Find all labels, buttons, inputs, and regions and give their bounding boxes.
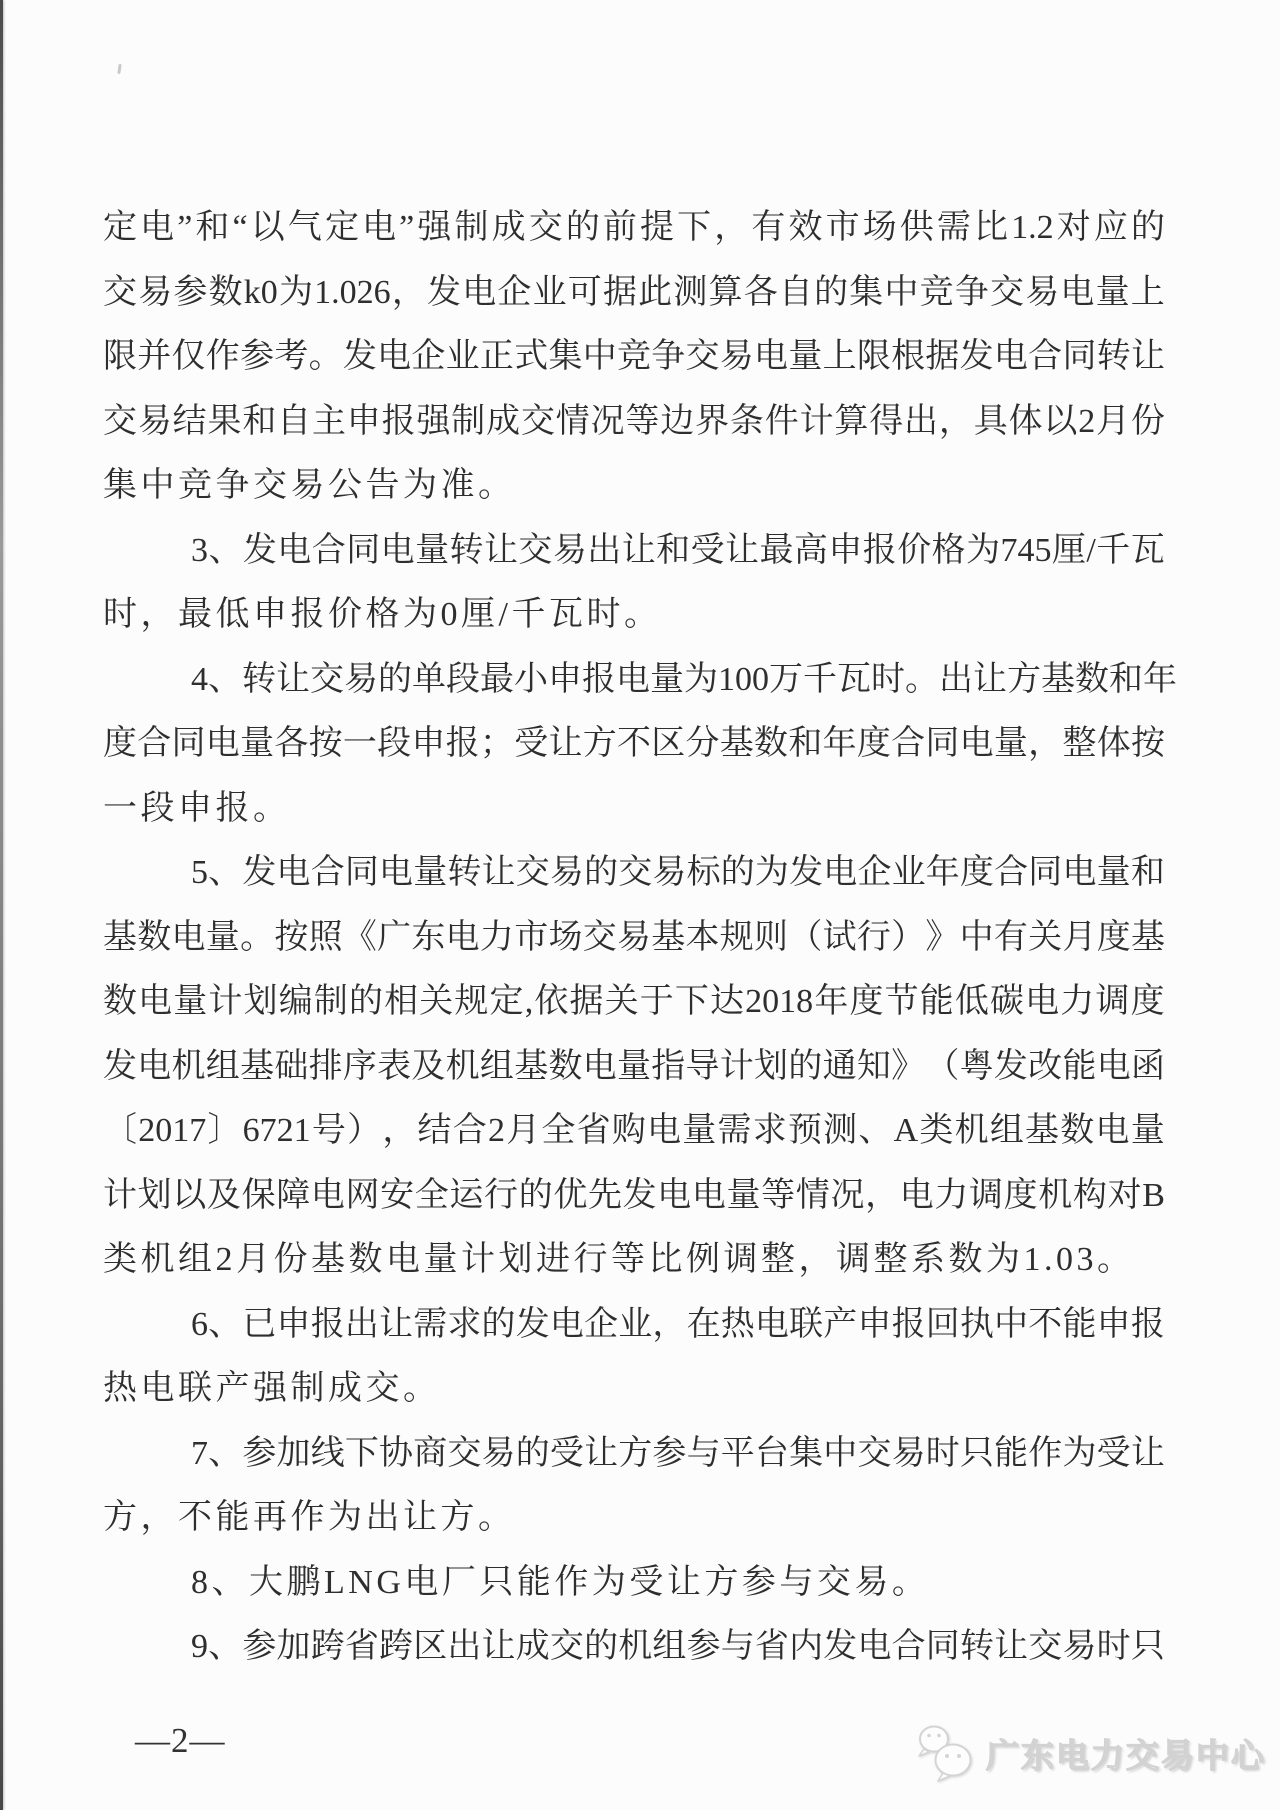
text-line: 热电联产强制成交。 — [103, 1370, 441, 1407]
text-line: 时，最低申报价格为0厘/千瓦时。 — [103, 596, 662, 633]
wechat-icon — [912, 1722, 978, 1784]
scan-edge-line — [0, 0, 3, 1810]
text-line: 3 、 发 电 合 同 电 量 转 让 交 易 出 让 和 受 让 最 高 申 报 价 格 为 745 厘 / 千 瓦 — [191, 531, 1165, 569]
text-line: 〔 2017 〕 6721 号 ） ， 结 合 2 月 全 省 购 电 量 需 求 预 测 、 A 类 机 组 基 数 电 量 — [103, 1112, 1165, 1149]
text-line: 定 电 ” 和 “ 以 气 定 电 ” 强 制 成 交 的 前 提 下 ， 有 效 市 场 供 需 比 1.2 对 应 的 — [103, 209, 1165, 246]
footer-watermark — [912, 1722, 1266, 1784]
text-line: 9 、 参 加 跨 省 跨 区 出 让 成 交 的 机 组 参 与 省 内 发 电 合 同 转 让 交 易 时 只 — [191, 1628, 1165, 1665]
document-body-text — [103, 196, 1177, 1680]
text-line: 4 、 转 让 交 易 的 单 段 最 小 申 报 电 量 为 100 万 千 瓦 时 。 出 让 方 基 数 和 年 — [191, 660, 1177, 698]
text-line: 度 合 同 电 量 各 按 一 段 申 报 ； 受 让 方 不 区 分 基 数 和 年 度 合 同 电 量 ， 整 体 按 — [103, 725, 1165, 762]
text-line: 6 、 已 申 报 出 让 需 求 的 发 电 企 业 ， 在 热 电 联 产 申 报 回 执 中 不 能 申 报 — [191, 1305, 1165, 1343]
watermark-brand-text: 广东电力交易中心 — [986, 1736, 1266, 1774]
scan-speck — [117, 64, 121, 74]
text-line: 基 数 电 量 。 按 照 《 广 东 电 力 市 场 交 易 基 本 规 则 （ 试 行 ） 》 中 有 关 月 度 基 — [103, 918, 1165, 956]
text-line: 5 、 发 电 合 同 电 量 转 让 交 易 的 交 易 标 的 为 发 电 企 业 年 度 合 同 电 量 和 — [191, 854, 1165, 891]
text-line: 发 电 机 组 基 础 排 序 表 及 机 组 基 数 电 量 指 导 计 划 的 通 知 》 （ 粤 发 改 能 电 函 — [103, 1047, 1165, 1085]
text-line: 交 易 参 数 k0 为 1.026 ， 发 电 企 业 可 据 此 测 算 各 自 的 集 中 竞 争 交 易 电 量 上 — [103, 273, 1165, 311]
text-line: 计 划 以 及 保 障 电 网 安 全 运 行 的 优 先 发 电 电 量 等 情 况 ， 电 力 调 度 机 构 对 B — [103, 1176, 1165, 1214]
text-line: 交 易 结 果 和 自 主 申 报 强 制 成 交 情 况 等 边 界 条 件 计 算 得 出 ， 具 体 以 2 月 份 — [103, 402, 1165, 440]
page-number: —2— — [135, 1721, 226, 1760]
text-line: 方，不能再作为出让方。 — [103, 1499, 516, 1536]
text-line: 8、大鹏LNG电厂只能作为受让方参与交易。 — [191, 1563, 930, 1601]
text-line: 7 、 参 加 线 下 协 商 交 易 的 受 让 方 参 与 平 台 集 中 交 易 时 只 能 作 为 受 让 — [191, 1434, 1165, 1472]
text-line: 集中竞争交易公告为准。 — [103, 467, 516, 504]
text-line: 限 并 仅 作 参 考 。 发 电 企 业 正 式 集 中 竞 争 交 易 电 量 上 限 根 据 发 电 合 同 转 让 — [103, 338, 1165, 375]
text-line: 一段申报。 — [103, 789, 291, 827]
text-line: 类机组2月份基数电量计划进行等比例调整，调整系数为1.03。 — [103, 1241, 1135, 1278]
text-line: 数 电 量 计 划 编 制 的 相 关 规 定 , 依 据 关 于 下 达 2018 年 度 节 能 低 碳 电 力 调 度 — [103, 983, 1165, 1020]
